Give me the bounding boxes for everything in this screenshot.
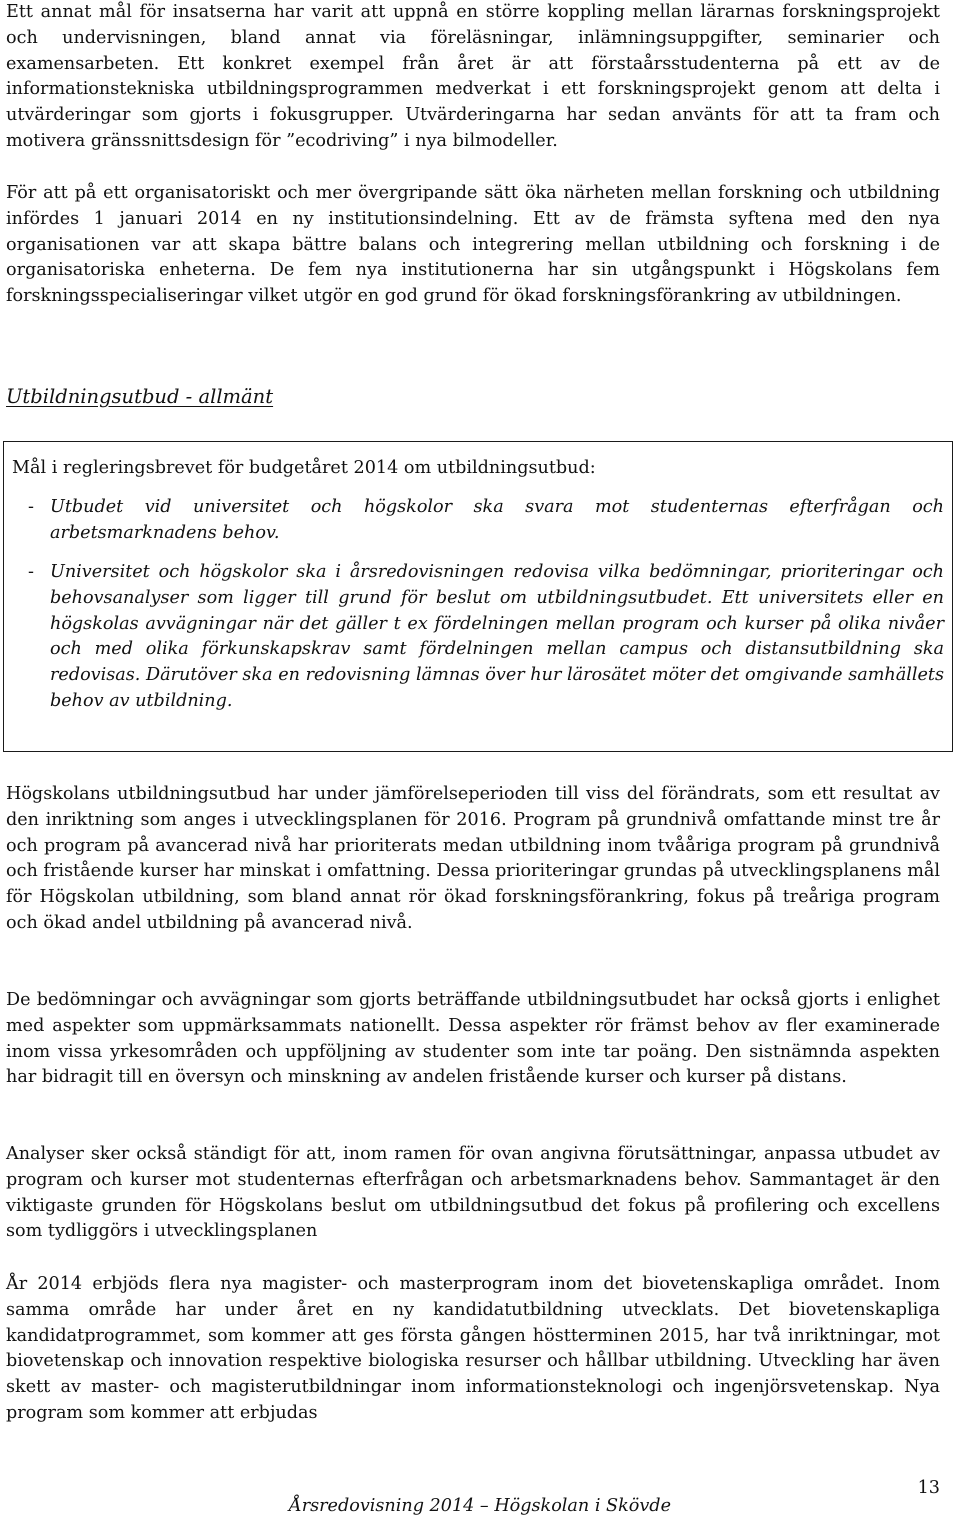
- list-dash: -: [28, 497, 34, 517]
- body-paragraph: För att på ett organisatoriskt och mer övergripande sätt öka närheten mellan forskning och utbildning infördes 1 januari 2014 en ny institutionsindelning. Ett av de främsta syftena med den nya organisationen var att skapa bättre balans och integrering mellan utbildning och forskning i de organisatoriska enheterna. De fem nya institutionerna har sin utgångspunkt i Högskolans fem forskningsspecialiseringar vilket utgör en god grund för ökad forskningsförankring av utbildningen.: [6, 183, 940, 307]
- goal-item-text: Utbudet vid universitet och högskolor ska svara mot studenternas efterfrågan och arbetsmarknadens behov.: [50, 497, 944, 543]
- page-number: 13: [917, 1478, 940, 1498]
- goal-box: [3, 441, 953, 752]
- goal-box-title: Mål i regleringsbrevet för budgetåret 2014 om utbildningsutbud:: [12, 458, 596, 478]
- body-paragraph: År 2014 erbjöds flera nya magister- och masterprogram inom det biovetenskapliga området. Inom samma område har under året en ny kandidatutbildning utvecklats. Det biovetenskapliga kandidatprogrammet, som kommer att ges första gången höstterminen 2015, har två inriktningar, mot biovetenskap och innovation respektive biologiska resurser och hållbar utbildning. Utveckling har även skett av master- och magisterutbildningar inom informationsteknologi och ingenjörsvetenskap. Nya program som kommer att erbjudas: [6, 1274, 940, 1423]
- goal-item-text: Universitet och högskolor ska i årsredovisningen redovisa vilka bedömningar, prioriteringar och behovsanalyser som ligger till grund för beslut om utbildningsutbudet. Ett universitets eller en högskolas avvägningar när det gäller t ex fördelningen mellan program och kurser på olika nivåer och med olika förkunskapskrav samt fördelningen mellan campus och distansutbildning ska redovisas. Därutöver ska en redovisning lämnas över hur lärosätet möter det omgivande samhällets behov av utbildning.: [50, 562, 944, 711]
- list-dash: -: [28, 562, 34, 582]
- body-paragraph: Ett annat mål för insatserna har varit att uppnå en större koppling mellan lärarnas forskningsprojekt och undervisningen, bland annat via föreläsningar, inlämningsuppgifter, seminarier och examensarbeten. Ett konkret exempel från året är att förstaårsstudenterna på ett av de informationstekniska utbildningsprogrammen medverkat i ett forskningsprojekt genom att delta i utvärderingar som gjorts i fokusgrupper. Utvärderingarna har sedan använts för att ta fram och motivera gränssnittsdesign för ”ecodriving” i nya bilmodeller.: [6, 2, 940, 151]
- body-paragraph: Analyser sker också ständigt för att, inom ramen för ovan angivna förutsättningar, anpassa utbudet av program och kurser mot studenternas efterfrågan och arbetsmarknadens behov. Sammantaget är den viktigaste grunden för Högskolans beslut om utbildningsutbud det fokus på profilering och excellens som tydliggörs i utvecklingsplanen: [6, 1144, 940, 1242]
- body-paragraph: Högskolans utbildningsutbud har under jämförelseperioden till viss del förändrats, som ett resultat av den inriktning som anges i utvecklingsplanen för 2016. Program på grundnivå omfattande minst tre år och program på avancerad nivå har prioriterats medan utbildning inom tvååriga program på grundnivå och fristående kurser har minskat i omfattning. Dessa prioriteringar grundas på utvecklingsplanens mål för Högskolan utbildning, som bland annat rör ökad forskningsförankring, fokus på treåriga program och ökad andel utbildning på avancerad nivå.: [6, 784, 940, 933]
- body-paragraph: De bedömningar och avvägningar som gjorts beträffande utbildningsutbudet har också gjorts i enlighet med aspekter som uppmärksammats nationellt. Dessa aspekter rör främst behov av fler examinerade inom vissa yrkesområden och uppföljning av studenter som inte tar poäng. Den sistnämnda aspekten har bidragit till en översyn och minskning av andelen fristående kurser och kurser på distans.: [6, 990, 940, 1088]
- goal-list-item: [28, 560, 944, 715]
- page-footer: Årsredovisning 2014 – Högskolan i Skövde: [289, 1496, 671, 1516]
- section-heading: Utbildningsutbud - allmänt: [6, 385, 274, 408]
- goal-list-item: [28, 495, 944, 547]
